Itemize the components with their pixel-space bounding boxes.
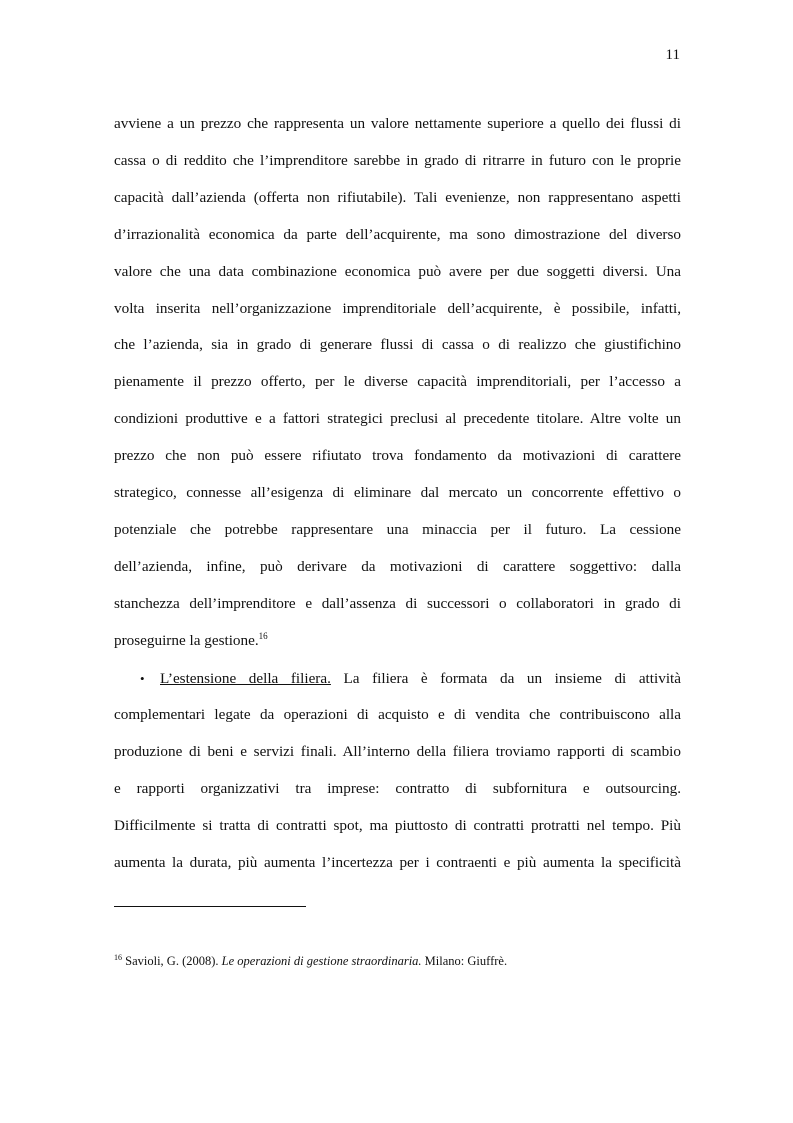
paragraph-end-text: proseguirne la gestione. [114,631,259,649]
text-line: potenziale che potrebbe rappresentare una minaccia per il futuro. La cessione [114,520,681,538]
text-line-last [114,631,681,651]
text-line: cassa o di reddito che l’imprenditore sarebbe in grado di ritrarre in futuro con le proprie [114,151,681,169]
text-line: condizioni produttive e a fattori strategici preclusi al precedente titolare. Altre volte un [114,410,681,428]
bullet-first-line [160,669,681,689]
text-line: stanchezza dell’imprenditore e dall’assenza di successori o collaboratori in grado di [114,594,681,612]
bullet-first-line-text: La filiera è formata da un insieme di attività [343,669,681,687]
text-line: pienamente il prezzo offerto, per le diverse capacità imprenditoriali, per l’accesso a [114,373,681,391]
bullet-text-line: e rapporti organizzativi tra imprese: contratto di subfornitura e outsourcing. [114,780,681,798]
footnote [114,952,507,970]
bullet-heading: L’estensione della filiera. [160,669,331,687]
footnote-title: Le operazioni di gestione straordinaria. [221,954,422,968]
bullet-text-line: aumenta la durata, più aumenta l’incertezza per i contraenti e più aumenta la specificità [114,854,681,871]
bullet-symbol: • [140,670,145,686]
text-line: strategico, connesse all’esigenza di eliminare dal mercato un concorrente effettivo o [114,484,681,501]
text-line: d’irrazionalità economica da parte dell’acquirente, ma sono dimostrazione del diverso [114,225,681,243]
page-number: 11 [665,47,680,63]
text-line: dell’azienda, infine, può derivare da motivazioni di carattere soggettivo: dalla [114,557,681,575]
text-line: che l’azienda, sia in grado di generare flussi di cassa o di realizzo che giustifichino [114,336,681,354]
bullet-text-line: produzione di beni e servizi finali. All’interno della filiera troviamo rapporti di scambio [114,743,681,761]
footnote-author: Savioli, G. (2008). [125,954,219,968]
bullet-text-line: Difficilmente si tratta di contratti spot, ma piuttosto di contratti protratti nel tempo. Più [114,817,681,835]
footnote-number: 16 [114,952,122,962]
text-line: avviene a un prezzo che rappresenta un valore nettamente superiore a quello dei flussi di [114,115,681,132]
text-line: valore che una data combinazione economica può avere per due soggetti diversi. Una [114,262,681,280]
footnote-publisher: Milano: Giuffrè. [424,954,508,968]
bullet-text-line: complementari legate da operazioni di acquisto e di vendita che contribuiscono alla [114,706,681,724]
text-line: volta inserita nell’organizzazione imprenditoriale dell’acquirente, è possibile, infatti, [114,299,681,317]
footnote-divider [114,906,306,907]
text-line: prezzo che non può essere rifiutato trova fondamento da motivazioni di carattere [114,447,681,465]
footnote-reference: 16 [258,630,268,641]
text-line: capacità dall’azienda (offerta non rifiutabile). Tali evenienze, non rappresentano aspetti [114,188,681,206]
